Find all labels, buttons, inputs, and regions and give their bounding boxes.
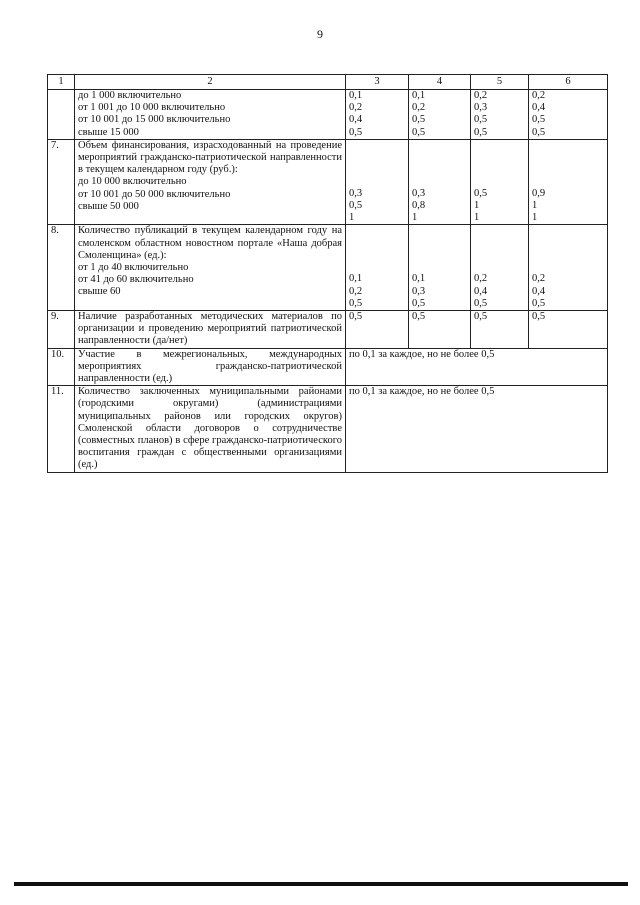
score-span-cell: по 0,1 за каждое, но не более 0,5 bbox=[346, 348, 608, 386]
row-description: до 1 000 включительно от 1 001 до 10 000 включительно от 10 001 до 15 000 включительно свыше 15 000 bbox=[75, 90, 346, 140]
column-header: 4 bbox=[409, 75, 471, 90]
table-row bbox=[48, 90, 608, 140]
score-cell: 0,1 0,2 0,5 0,5 bbox=[409, 90, 471, 140]
row-description: Количество публикаций в текущем календарном году на смоленском областном новостном портале «Наша добрая Смоленщина» (ед.): от 1 до 40 включительно от 41 до 60 включительно свыше 60 bbox=[75, 225, 346, 311]
score-cell: 0,2 0,4 0,5 0,5 bbox=[529, 90, 608, 140]
row-number: 10. bbox=[48, 348, 75, 386]
score-cell: 0,1 0,2 0,5 bbox=[346, 225, 409, 311]
score-cell: 0,2 0,4 0,5 bbox=[471, 225, 529, 311]
score-cell: 0,1 0,2 0,4 0,5 bbox=[346, 90, 409, 140]
row-number: 9. bbox=[48, 311, 75, 349]
score-cell: 0,1 0,3 0,5 bbox=[409, 225, 471, 311]
criteria-table bbox=[47, 74, 608, 473]
table-row bbox=[48, 139, 608, 225]
column-header: 1 bbox=[48, 75, 75, 90]
row-number: 8. bbox=[48, 225, 75, 311]
table-row bbox=[48, 348, 608, 386]
row-description: Наличие разработанных методических материалов по организации и проведению мероприятий патриотической направленности (да/нет) bbox=[75, 311, 346, 349]
score-cell: 0,5 bbox=[471, 311, 529, 349]
column-header: 6 bbox=[529, 75, 608, 90]
table-row bbox=[48, 225, 608, 311]
column-header: 5 bbox=[471, 75, 529, 90]
score-cell: 0,3 0,5 1 bbox=[346, 139, 409, 225]
row-number: 7. bbox=[48, 139, 75, 225]
table-header-row bbox=[48, 75, 608, 90]
score-cell: 0,3 0,8 1 bbox=[409, 139, 471, 225]
column-header: 2 bbox=[75, 75, 346, 90]
table-row bbox=[48, 311, 608, 349]
row-number: 11. bbox=[48, 386, 75, 472]
row-description: Участие в межрегиональных, международных мероприятиях гражданско-патриотической направленности (ед.) bbox=[75, 348, 346, 386]
score-cell: 0,5 1 1 bbox=[471, 139, 529, 225]
score-cell: 0,2 0,3 0,5 0,5 bbox=[471, 90, 529, 140]
page-number: 9 bbox=[317, 27, 323, 41]
score-cell: 0,5 bbox=[529, 311, 608, 349]
score-cell: 0,5 bbox=[409, 311, 471, 349]
row-description: Объем финансирования, израсходованный на проведение мероприятий гражданско-патриотической направленности в текущем календарном году (руб.): до 10 000 включительно от 10 001 до 50 000 включительно свыше 50 000 bbox=[75, 139, 346, 225]
score-cell: 0,9 1 1 bbox=[529, 139, 608, 225]
row-description: Количество заключенных муниципальными районами (городскими округами) (администрациями муниципальных районов или городских округов) Смоленской области договоров о сотрудничестве (совместных планов) в сфере гражданско-патриотического воспитания граждан с общественными организациями (ед.) bbox=[75, 386, 346, 472]
table-row bbox=[48, 386, 608, 472]
score-span-cell: по 0,1 за каждое, но не более 0,5 bbox=[346, 386, 608, 472]
page-bottom-bar bbox=[14, 882, 628, 886]
score-cell: 0,5 bbox=[346, 311, 409, 349]
score-cell: 0,2 0,4 0,5 bbox=[529, 225, 608, 311]
column-header: 3 bbox=[346, 75, 409, 90]
row-number bbox=[48, 90, 75, 140]
